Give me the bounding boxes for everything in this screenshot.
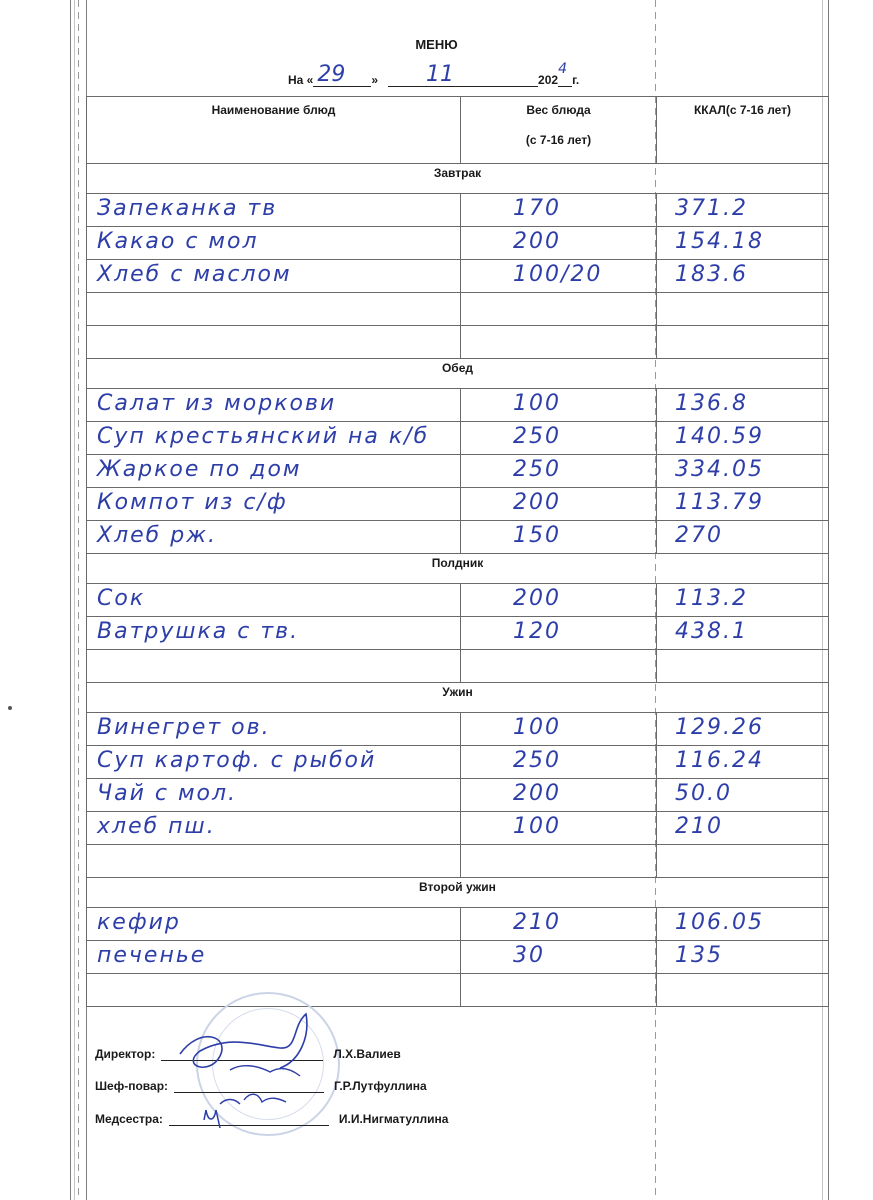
table-row [87,779,829,812]
day-field [313,62,371,87]
month-value: 11 [426,62,455,87]
signature-role: Медсестра: [95,1112,163,1126]
table-row [87,584,829,617]
weight-cell-text: 250 [513,424,561,449]
section-title: Ужин [87,683,829,713]
kcal-cell [657,260,829,293]
table-row [87,455,829,488]
dish-cell [87,488,461,521]
weight-cell [461,227,657,260]
section-title: Обед [87,359,829,389]
kcal-cell [657,845,829,878]
dish-cell-text: хлеб пш. [97,814,216,839]
table-header [87,97,829,164]
table-row [87,326,829,359]
kcal-cell [657,779,829,812]
weight-cell [461,974,657,1007]
dish-cell [87,746,461,779]
table-row [87,521,829,554]
dish-cell-text: Винегрет ов. [97,715,271,740]
dish-cell [87,455,461,488]
weight-cell-text: 100 [513,715,561,740]
dish-cell [87,584,461,617]
dish-cell [87,713,461,746]
weight-cell [461,389,657,422]
table-row [87,293,829,326]
signature-role: Шеф-повар: [95,1079,169,1093]
handwritten-signatures [160,1006,320,1136]
weight-cell [461,812,657,845]
table-row [87,260,829,293]
weight-cell-text: 250 [513,748,561,773]
dish-cell [87,521,461,554]
table-row [87,746,829,779]
section-title: Полдник [87,554,829,584]
section-title: Завтрак [87,164,829,194]
year-field [558,61,572,87]
dish-cell-text: Какао с мол [97,229,259,254]
date-line [288,61,580,87]
section-row [87,878,829,908]
dish-cell [87,812,461,845]
table-row [87,908,829,941]
weight-cell-text: 200 [513,229,561,254]
year-suffix: г. [572,73,580,87]
table-row [87,194,829,227]
kcal-cell [657,974,829,1007]
dish-cell-text: Ватрушка с тв. [97,619,300,644]
dish-cell [87,326,461,359]
dish-cell [87,908,461,941]
day-value: 29 [317,62,346,87]
table-row [87,974,829,1007]
dish-cell [87,260,461,293]
kcal-cell-text: 50.0 [675,781,732,806]
weight-cell [461,617,657,650]
kcal-cell-text: 140.59 [675,424,764,449]
year-digit: 4 [558,61,567,77]
kcal-cell [657,455,829,488]
dish-cell-text: Хлеб с маслом [97,262,292,287]
table-row [87,713,829,746]
table-row [87,812,829,845]
kcal-cell-text: 438.1 [675,619,748,644]
weight-cell-text: 30 [513,943,545,968]
kcal-cell-text: 135 [675,943,723,968]
weight-cell [461,521,657,554]
weight-cell-text: 200 [513,490,561,515]
dish-cell-text: Чай с мол. [97,781,238,806]
table-row [87,941,829,974]
weight-cell [461,845,657,878]
weight-cell-text: 250 [513,457,561,482]
kcal-cell [657,293,829,326]
weight-cell [461,941,657,974]
scan-line [78,0,79,1200]
weight-cell [461,746,657,779]
section-row [87,359,829,389]
kcal-cell [657,617,829,650]
kcal-cell [657,227,829,260]
column-header-weight: Вес блюда (с 7-16 лет) [461,97,657,164]
kcal-cell [657,650,829,683]
weight-cell-text: 100 [513,814,561,839]
weight-cell [461,908,657,941]
kcal-cell [657,521,829,554]
dish-cell [87,293,461,326]
dish-cell [87,422,461,455]
kcal-cell [657,488,829,521]
table-row [87,227,829,260]
kcal-cell-text: 210 [675,814,723,839]
section-row [87,164,829,194]
scan-line [70,0,71,1200]
section-row [87,554,829,584]
weight-cell-text: 100 [513,391,561,416]
page-title: МЕНЮ [415,37,458,52]
signature-name: И.И.Нигматуллина [338,1112,449,1126]
menu-table [86,96,829,1007]
kcal-cell-text: 154.18 [675,229,764,254]
dish-cell [87,845,461,878]
table-row [87,845,829,878]
year-prefix: 202 [538,73,559,87]
kcal-cell-text: 113.79 [675,490,764,515]
kcal-cell [657,326,829,359]
weight-cell [461,584,657,617]
kcal-cell [657,389,829,422]
dish-cell-text: Компот из с/ф [97,490,288,515]
kcal-cell-text: 116.24 [675,748,764,773]
signature-role: Директор: [95,1047,156,1061]
kcal-cell [657,194,829,227]
weight-cell-text: 100/20 [513,262,603,287]
dish-cell-text: кефир [97,910,181,935]
weight-cell-text: 200 [513,586,561,611]
weight-cell [461,293,657,326]
kcal-cell [657,941,829,974]
weight-cell [461,779,657,812]
weight-cell [461,488,657,521]
table-row [87,488,829,521]
dish-cell-text: Хлеб рж. [97,523,218,548]
dish-cell [87,779,461,812]
kcal-cell-text: 129.26 [675,715,764,740]
date-mid: » [371,73,379,87]
weight-cell-text: 210 [513,910,561,935]
column-header-kcal: ККАЛ(с 7-16 лет) [657,97,829,164]
kcal-cell-text: 183.6 [675,262,748,287]
dish-cell [87,650,461,683]
weight-cell [461,194,657,227]
kcal-cell [657,746,829,779]
section-row [87,683,829,713]
weight-cell [461,326,657,359]
dish-cell-text: Запеканка тв [97,196,278,221]
dish-cell [87,941,461,974]
kcal-cell [657,908,829,941]
dish-cell-text: Жаркое по дом [97,457,302,482]
table-row [87,389,829,422]
kcal-cell [657,422,829,455]
dish-cell [87,194,461,227]
weight-cell-text: 120 [513,619,561,644]
section-title: Второй ужин [87,878,829,908]
dish-cell-text: Салат из моркови [97,391,337,416]
kcal-cell-text: 334.05 [675,457,764,482]
signature-name: Г.Р.Лутфуллина [334,1079,427,1093]
dish-cell [87,389,461,422]
dish-cell-text: Суп картоф. с рыбой [97,748,377,773]
dish-cell-text: печенье [97,943,207,968]
scan-line [74,0,75,1200]
weight-cell [461,260,657,293]
table-row [87,422,829,455]
weight-cell-text: 200 [513,781,561,806]
dish-cell [87,617,461,650]
weight-cell [461,422,657,455]
date-prefix: На « [288,73,314,87]
signature-name: Л.Х.Валиев [333,1047,401,1061]
weight-cell [461,713,657,746]
kcal-cell-text: 113.2 [675,586,748,611]
kcal-cell [657,713,829,746]
month-field [388,62,538,87]
scan-speck [8,706,12,710]
kcal-cell [657,812,829,845]
table-row [87,617,829,650]
weight-cell-text: 150 [513,523,561,548]
column-header-dish: Наименование блюд [87,97,461,164]
weight-cell [461,455,657,488]
dish-cell-text: Сок [97,586,146,611]
kcal-cell-text: 136.8 [675,391,748,416]
table-row [87,650,829,683]
kcal-cell-text: 371.2 [675,196,748,221]
dish-cell-text: Суп крестьянский на к/б [97,424,430,449]
kcal-cell [657,584,829,617]
dish-cell [87,227,461,260]
kcal-cell-text: 106.05 [675,910,764,935]
weight-cell [461,650,657,683]
kcal-cell-text: 270 [675,523,723,548]
weight-cell-text: 170 [513,196,561,221]
